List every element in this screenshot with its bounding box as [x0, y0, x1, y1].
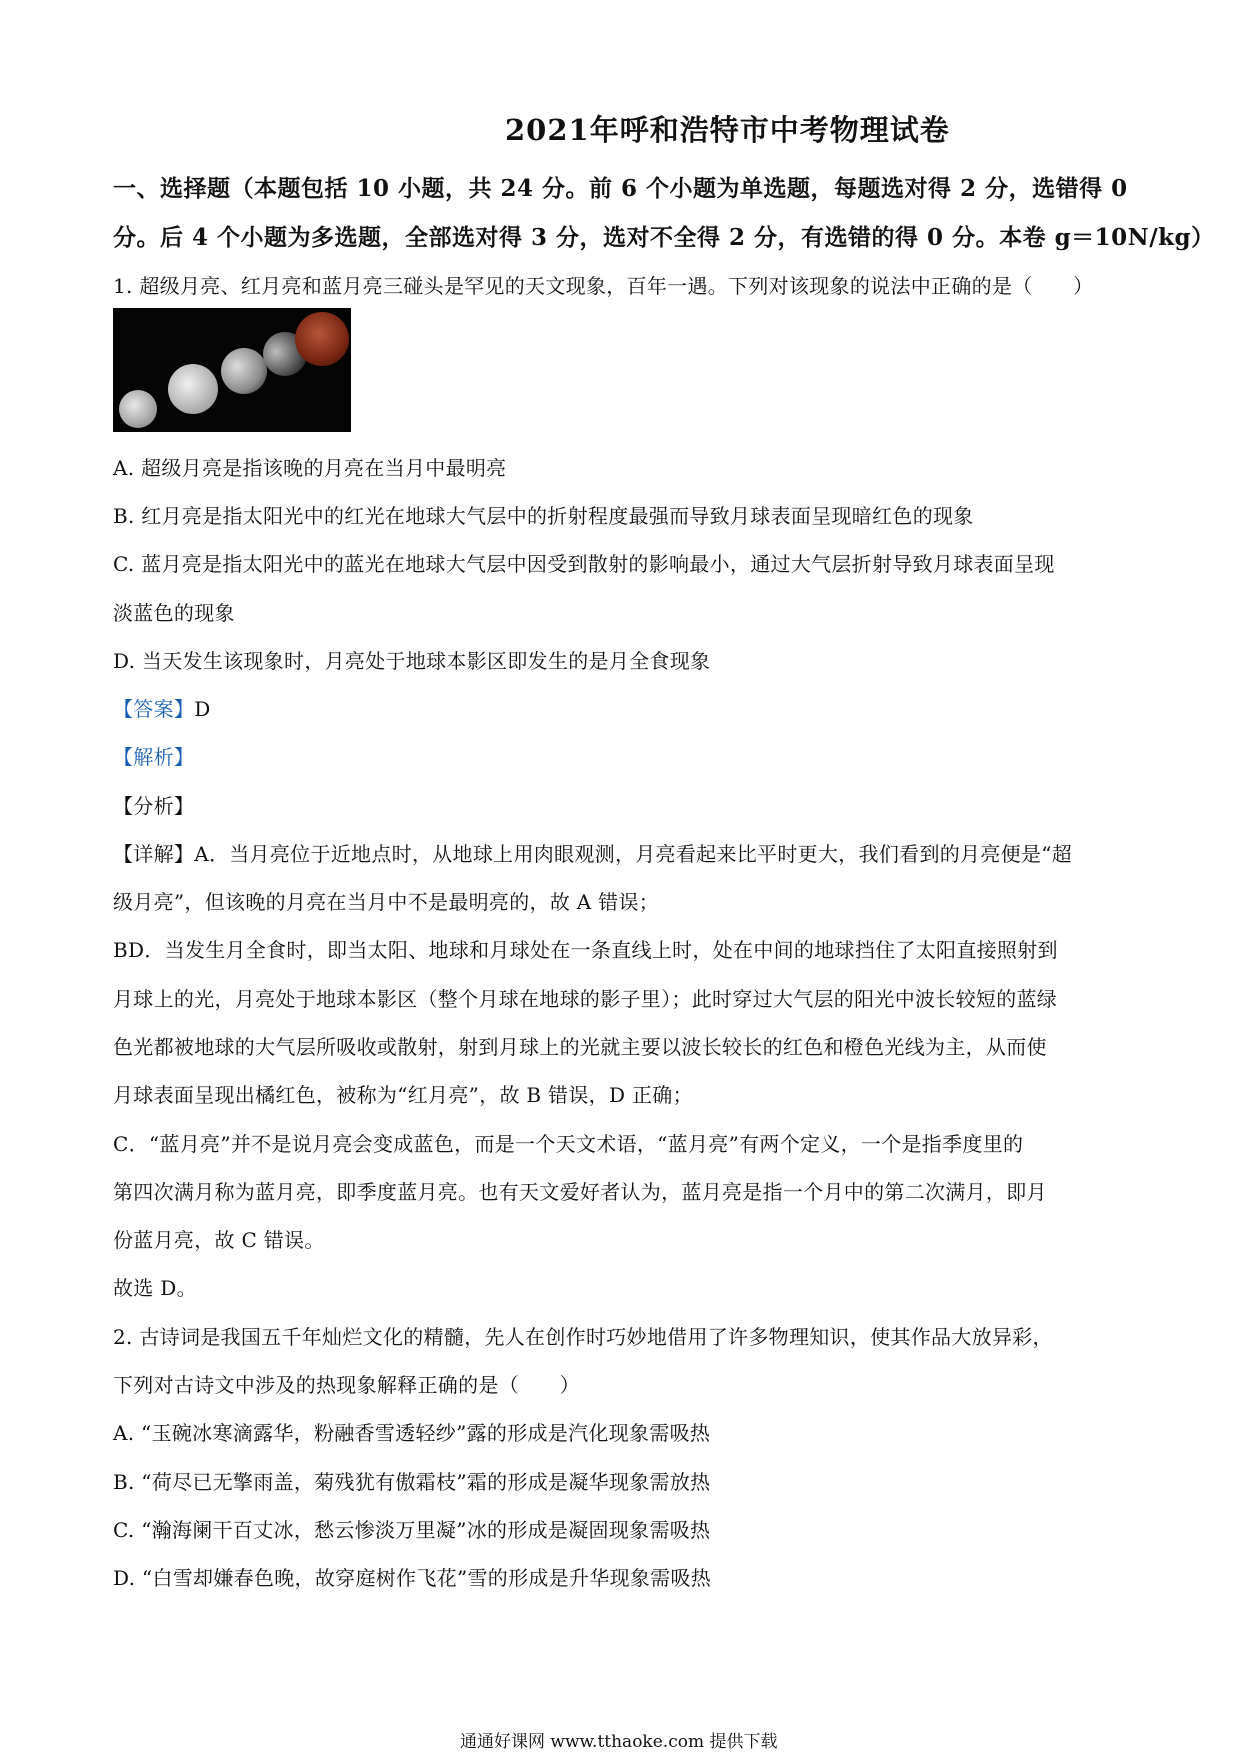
q1-detail-line9: 份蓝月亮，故 C 错误。 — [113, 1228, 325, 1252]
moon-5-red — [295, 312, 349, 366]
answer-value: D — [194, 697, 211, 721]
q1-detail-line1 — [113, 838, 1072, 867]
q1-stem: 1. 超级月亮、红月亮和蓝月亮三碰头是罕见的天文现象，百年一遇。下列对该现象的说法中正确的是（ ） — [113, 274, 1094, 298]
q2-option-b: B. “荷尽已无擎雨盖，菊残犹有傲霜枝”霜的形成是凝华现象需放热 — [113, 1470, 711, 1494]
page-title: 2021年呼和浩特市中考物理试卷 — [505, 113, 950, 147]
q2-option-d: D. “白雪却嫌春色晚，故穿庭树作飞花”雪的形成是升华现象需吸热 — [113, 1566, 712, 1590]
section-heading-line1: 一、选择题（本题包括 10 小题，共 24 分。前 6 个小题为单选题，每题选对得 2 分，选错得 0 — [113, 175, 1128, 202]
q2-option-a: A. “玉碗冰寒滴露华，粉融香雪透轻纱”露的形成是汽化现象需吸热 — [113, 1421, 711, 1445]
q2-stem-line2: 下列对古诗文中涉及的热现象解释正确的是（ ） — [113, 1373, 580, 1397]
q1-detail-line7: C．“蓝月亮”并不是说月亮会变成蓝色，而是一个天文术语，“蓝月亮”有两个定义，一个是指季度里的 — [113, 1132, 1024, 1156]
q1-option-b: B. 红月亮是指太阳光中的红光在地球大气层中的折射程度最强而导致月球表面呈现暗红色的现象 — [113, 504, 974, 528]
q1-option-a: A. 超级月亮是指该晚的月亮在当月中最明亮 — [113, 456, 507, 480]
page-footer: 通通好课网 www.tthaoke.com 提供下载 — [460, 1732, 778, 1752]
q1-detail-line3: BD．当发生月全食时，即当太阳、地球和月球处在一条直线上时，处在中间的地球挡住了太阳直接照射到 — [113, 938, 1058, 962]
q1-option-c-line2: 淡蓝色的现象 — [113, 601, 235, 625]
q1-detail-line2: 级月亮”，但该晚的月亮在当月中不是最明亮的，故 A 错误； — [113, 890, 660, 914]
answer-tag: 【答案】 — [113, 697, 195, 721]
q1-option-d: D. 当天发生该现象时，月亮处于地球本影区即发生的是月全食现象 — [113, 649, 711, 673]
moon-1 — [119, 390, 157, 428]
q2-stem-line1: 2. 古诗词是我国五千年灿烂文化的精髓，先人在创作时巧妙地借用了许多物理知识，使其作品大放异彩， — [113, 1325, 1053, 1349]
q1-detail-line10: 故选 D。 — [113, 1276, 197, 1300]
q2-option-c: C. “瀚海阑干百丈冰，愁云惨淡万里凝”冰的形成是凝固现象需吸热 — [113, 1518, 711, 1542]
q1-option-c-line1: C. 蓝月亮是指太阳光中的蓝光在地球大气层中因受到散射的影响最小，通过大气层折射导致月球表面呈现 — [113, 552, 1055, 576]
q1-detail-line6: 月球表面呈现出橘红色，被称为“红月亮”，故 B 错误，D 正确； — [113, 1083, 693, 1107]
section-heading-line2: 分。后 4 个小题为多选题，全部选对得 3 分，选对不全得 2 分，有选错的得 0 分。本卷 g＝10N/kg） — [113, 224, 1215, 251]
q1-fenxi: 【分析】 — [113, 794, 195, 818]
q1-detail-line5: 色光都被地球的大气层所吸收或散射，射到月球上的光就主要以波长较长的红色和橙色光线为主，从而使 — [113, 1035, 1047, 1059]
moon-3 — [221, 348, 267, 394]
moon-phases-photo — [113, 308, 351, 432]
q1-answer — [113, 693, 211, 722]
detail-text: A．当月亮位于近地点时，从地球上用肉眼观测，月亮看起来比平时更大，我们看到的月亮便是“超 — [194, 842, 1073, 866]
moon-2 — [168, 364, 218, 414]
q1-detail-line4: 月球上的光，月亮处于地球本影区（整个月球在地球的影子里）；此时穿过大气层的阳光中波长较短的蓝绿 — [113, 987, 1058, 1011]
q1-detail-line8: 第四次满月称为蓝月亮，即季度蓝月亮。也有天文爱好者认为，蓝月亮是指一个月中的第二次满月，即月 — [113, 1180, 1047, 1204]
detail-tag: 【详解】 — [113, 842, 195, 866]
q1-analysis-tag: 【解析】 — [113, 745, 195, 769]
